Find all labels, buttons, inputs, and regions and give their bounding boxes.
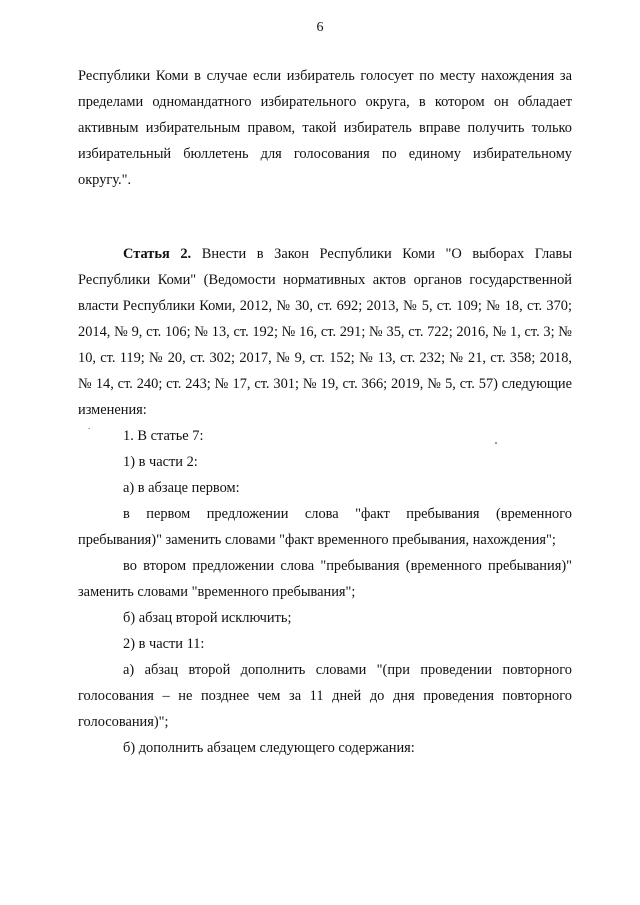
margin-mark: . <box>88 421 91 431</box>
list-item: во втором предложении слова "пребывания (временного пребывания)" заменить словами "временного пребывания"; <box>78 558 572 600</box>
paragraph-gap <box>78 193 572 241</box>
document-body <box>78 63 572 761</box>
list-item: б) дополнить абзацем следующего содержания: <box>123 740 415 756</box>
list-item: а) в абзаце первом: <box>123 480 240 496</box>
article-2 <box>78 241 572 423</box>
list-item: б) абзац второй исключить; <box>123 610 292 626</box>
article-text: Внести в Закон Республики Коми "О выборах Главы Республики Коми" (Ведомости нормативных актов органов государственной власти Республики Коми, 2012, № 30, ст. 692; 2013, № 5, ст. 109; № 18, ст. 370; 2014, № 9, ст. 106; № 13, ст. 192; № 16, ст. 291; № 35, ст. 722; 2016, № 1, ст. 3; № 10, ст. 119; № 20, ст. 302; 2017, № 9, ст. 152; № 13, ст. 232; № 21, ст. 358; 2018, № 14, ст. 240; ст. 243; № 17, ст. 301; № 19, ст. 366; 2019, № 5, ст. 57) следующие изменения: <box>78 246 573 418</box>
top-paragraph: Республики Коми в случае если избиратель голосует по месту нахождения за пределами одномандатного избирательного округа, в котором он обладает активным избирательным правом, такой избиратель вправе получить только избирательный бюллетень для голосования по единому избирательному округу.". <box>78 68 572 188</box>
page-number: 6 <box>316 20 324 35</box>
list-item: 1. В статье 7: <box>123 428 204 444</box>
article-label: Статья 2. <box>123 246 192 262</box>
list-item: в первом предложении слова "факт пребывания (временного пребывания)" заменить словами "факт временного пребывания, нахождения"; <box>78 506 572 548</box>
list-item: 1) в части 2: <box>123 454 198 470</box>
list-item: а) абзац второй дополнить словами "(при проведении повторного голосования – не позднее чем за 11 дней до дня проведения повторного голосования)"; <box>78 662 572 730</box>
list-item: 2) в части 11: <box>123 636 205 652</box>
